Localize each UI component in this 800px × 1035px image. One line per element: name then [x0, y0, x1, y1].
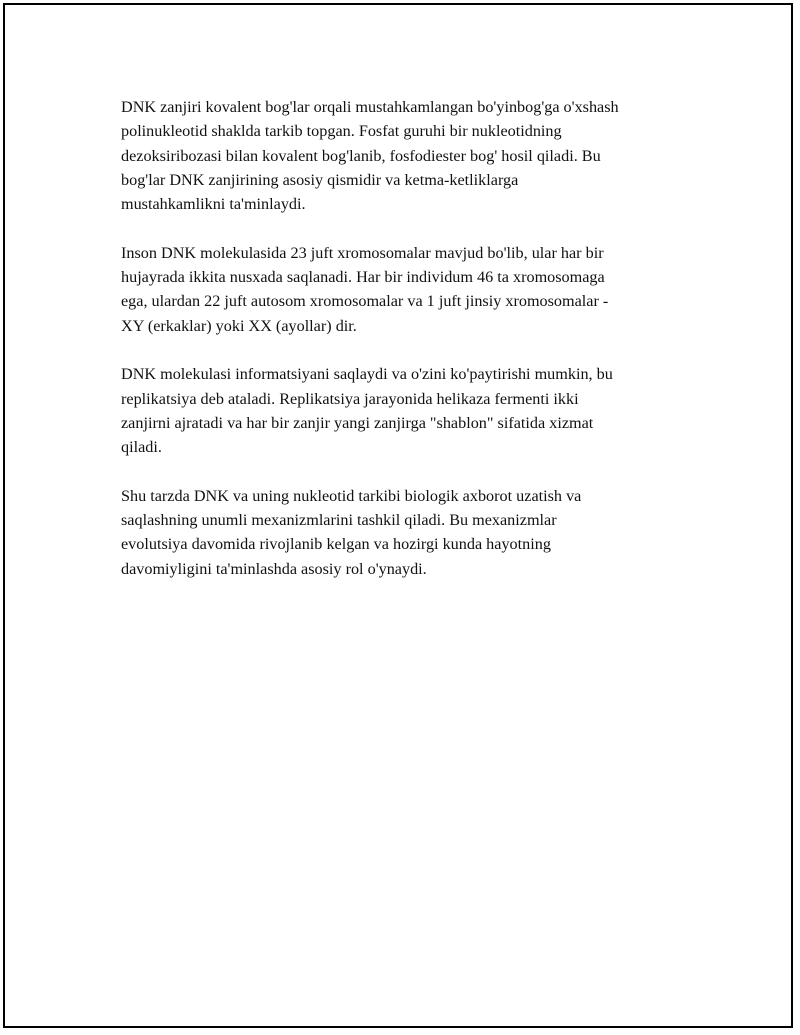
document-page: [3, 3, 793, 1028]
document-body: [121, 95, 701, 605]
paragraph-replication: DNK molekulasi informatsiyani saqlaydi va o'zini ko'paytirishi mumkin, bu replikatsiya deb ataladi. Replikatsiya jarayonida helikaza fermenti ikki zanjirni ajratadi va har bir zanjir yangi zanjirga "shablon" sifatida xizmat qiladi.: [121, 365, 613, 457]
paragraph-conclusion: Shu tarzda DNK va uning nukleotid tarkibi biologik axborot uzatish va saqlashning unumli mexanizmlarini tashkil qiladi. Bu mexanizmlar evolutsiya davomida rivojlanib kelgan va hozirgi kunda hayotning davomiyligini ta'minlashda asosiy rol o'ynaydi.: [121, 486, 582, 578]
paragraph-chromosomes: Inson DNK molekulasida 23 juft xromosomalar mavjud bo'lib, ular har bir hujayrada ikkita nusxada saqlanadi. Har bir individum 46 ta xromosomaga ega, ulardan 22 juft autosom xromosomalar va 1 juft jinsiy xromosomalar - XY (erkaklar) yoki XX (ayollar) dir.: [121, 243, 609, 335]
paragraph-dnk-structure: DNK zanjiri kovalent bog'lar orqali mustahkamlangan bo'yinbog'ga o'xshash polinukleotid shaklda tarkib topgan. Fosfat guruhi bir nukleotidning dezoksiribozasi bilan kovalent bog'lanib, fosfodiester bog' hosil qiladi. Bu bog'lar DNK zanjirining asosiy qismidir va ketma-ketliklarga mustahkamlikni ta'minlaydi.: [121, 98, 619, 214]
